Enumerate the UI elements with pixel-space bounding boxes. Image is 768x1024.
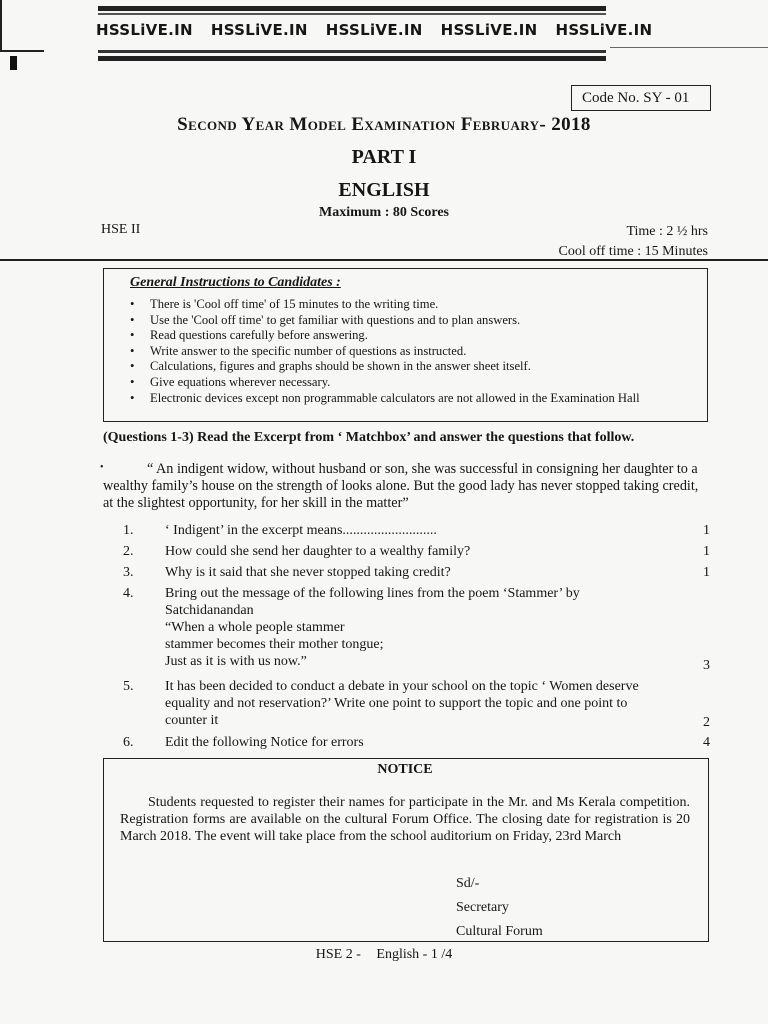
question-score: 4	[703, 735, 710, 750]
question-text: Edit the following Notice for errors	[165, 735, 364, 750]
question-text	[165, 678, 695, 729]
section-heading: (Questions 1-3) Read the Excerpt from ‘ Matchbox’ and answer the questions that follow.	[103, 430, 635, 445]
header-divider	[0, 259, 768, 261]
notice-box	[103, 758, 709, 942]
instruction-item: • Give equations wherever necessary.	[130, 375, 710, 391]
question-score: 1	[703, 544, 710, 559]
banner-item: HSSLiVE.IN	[440, 21, 538, 39]
question-number: 5.	[123, 679, 134, 694]
banner-rule-top-thin	[98, 13, 606, 15]
notice-designation: Secretary	[456, 900, 509, 915]
banner-item: HSSLiVE.IN	[210, 21, 308, 39]
question-number: 2.	[123, 544, 134, 559]
instructions-title: General Instructions to Candidates :	[130, 275, 341, 290]
banner-item: HSSLiVE.IN	[96, 21, 193, 39]
question-text	[165, 585, 695, 670]
question-line: It has been decided to conduct a debate in your school on the topic ‘ Women deserve	[165, 679, 639, 694]
excerpt-passage: “ An indigent widow, without husband or son, she was successful in consigning her daughter to a wealthy family’s house on the strength of looks alone. But the good lady has never stopped taking credit, at the slightest opportunity, for her skill in the matter”	[103, 461, 699, 511]
subject-heading: ENGLISH	[338, 179, 430, 201]
notice-body: Students requested to register their names for participate in the Mr. and Ms Kerala competition. Registration forms are available on the cultural Forum Office. The closing date for registration is 20 March 2018. The event will take place from the school auditorium on Friday, 23rd March	[120, 795, 690, 844]
watermark-banner	[96, 21, 670, 39]
question-line: Bring out the message of the following lines from the poem ‘Stammer’ by	[165, 586, 580, 601]
question-score: 3	[703, 658, 710, 673]
question-text: Why is it said that she never stopped taking credit?	[165, 565, 451, 580]
instruction-item: • Write answer to the specific number of questions as instructed.	[130, 344, 710, 360]
poem-line: stammer becomes their mother tongue;	[165, 637, 384, 652]
instruction-item: • Calculations, figures and graphs should be shown in the answer sheet itself.	[130, 359, 710, 375]
time-allowed: Time : 2 ½ hrs	[626, 224, 708, 239]
notice-title: NOTICE	[377, 762, 433, 777]
question-number: 1.	[123, 523, 134, 538]
time-info	[520, 222, 708, 262]
code-number-box: Code No. SY - 01	[571, 85, 711, 111]
scan-edge-line-right	[610, 47, 768, 48]
footer-page: English - 1 /4	[376, 947, 453, 962]
maximum-scores: Maximum : 80 Scores	[319, 205, 449, 220]
banner-item: HSSLiVE.IN	[555, 21, 653, 39]
footer-code: HSE 2 -	[315, 947, 361, 962]
instruction-item: • There is 'Cool off time' of 15 minutes to the writing time.	[130, 297, 710, 313]
exam-title: Second Year Model Examination February- 2018	[177, 114, 591, 135]
banner-rule-top	[98, 6, 606, 11]
banner-item: HSSLiVE.IN	[325, 21, 423, 39]
scan-speck: •	[100, 462, 104, 473]
banner-rule-bottom	[98, 56, 606, 61]
poem-line: “When a whole people stammer	[165, 620, 345, 635]
question-text: ‘ Indigent’ in the excerpt means...........................	[165, 523, 437, 538]
poem-line: Just as it is with us now.”	[165, 654, 307, 669]
cool-off-time: Cool off time : 15 Minutes	[558, 244, 708, 259]
part-heading: PART I	[351, 146, 417, 168]
question-score: 1	[703, 565, 710, 580]
notice-organisation: Cultural Forum	[456, 924, 543, 939]
scan-punch-mark	[10, 56, 17, 70]
question-text: How could she send her daughter to a wealthy family?	[165, 544, 471, 559]
instruction-item: • Electronic devices except non programmable calculators are not allowed in the Examination Hall	[130, 391, 710, 407]
question-line: Satchidanandan	[165, 603, 254, 618]
question-number: 3.	[123, 565, 134, 580]
question-line: counter it	[165, 713, 219, 728]
question-score: 2	[703, 715, 710, 730]
notice-signature	[456, 872, 543, 944]
scan-edge-line	[0, 50, 44, 52]
instructions-list	[130, 297, 710, 406]
question-line: equality and not reservation?’ Write one point to support the topic and one point to	[165, 696, 628, 711]
question-number: 6.	[123, 735, 134, 750]
page-footer	[0, 947, 768, 963]
banner-rule-bottom-thin	[98, 50, 606, 53]
question-number: 4.	[123, 586, 134, 601]
instruction-item: • Use the 'Cool off time' to get familiar with questions and to plan answers.	[130, 313, 710, 329]
scan-edge-mark	[0, 0, 6, 50]
class-code: HSE II	[101, 222, 141, 237]
instruction-item: • Read questions carefully before answering.	[130, 328, 710, 344]
notice-sd: Sd/-	[456, 876, 480, 891]
question-score: 1	[703, 523, 710, 538]
